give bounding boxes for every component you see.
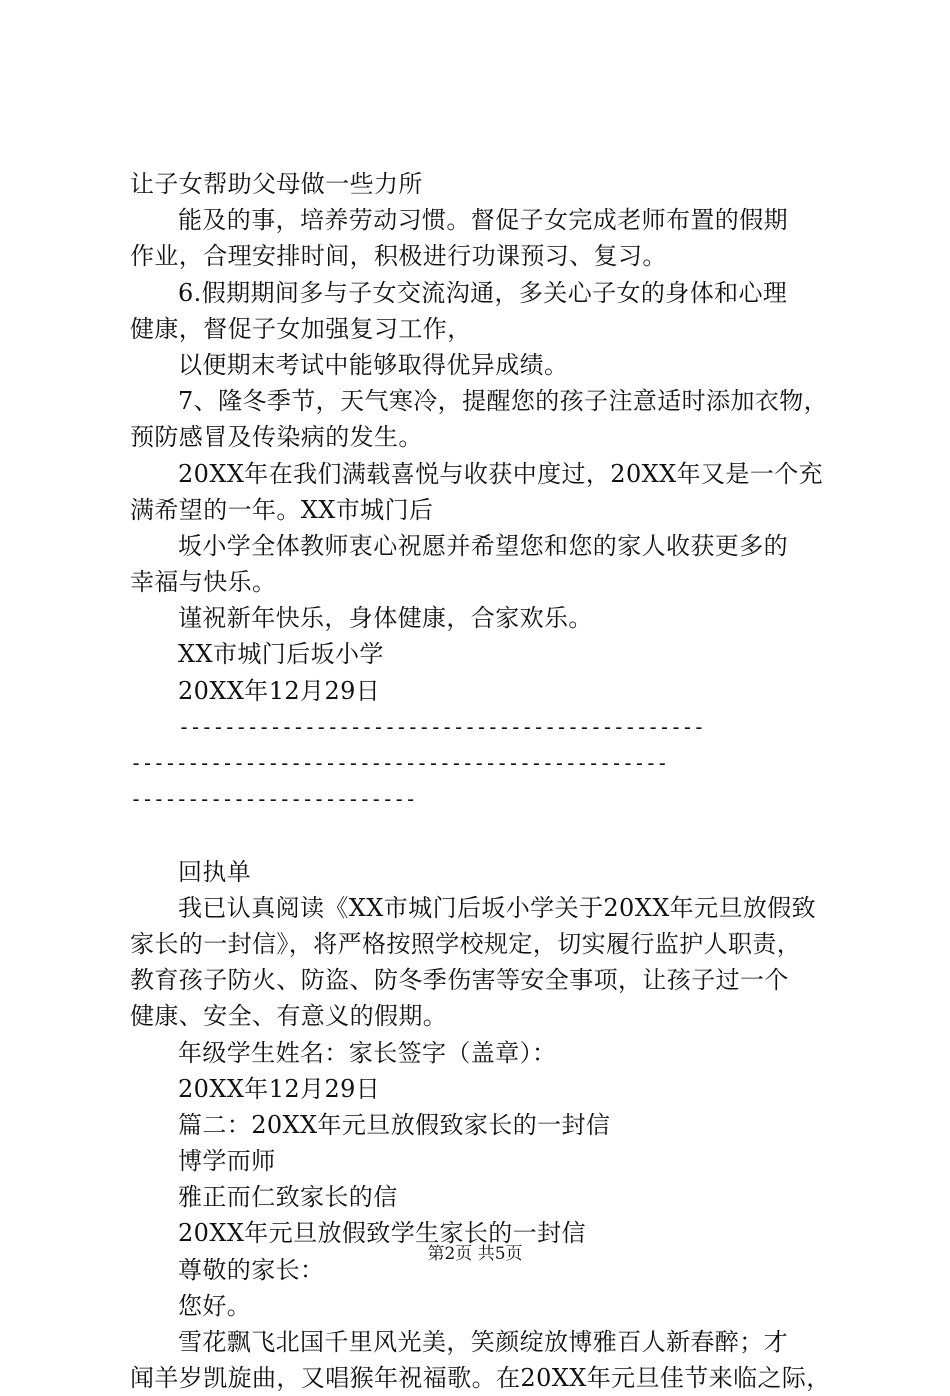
text-line: 雪花飘飞北国千里风光美，笑颜绽放博雅百人新春醉；才 (178, 1328, 788, 1356)
section-heading: 篇二：20XX年元旦放假致家长的一封信 (178, 1110, 611, 1139)
dashed-divider: ----------------------------------------------- (130, 751, 668, 775)
text-line: 能及的事，培养劳动习惯。督促子女完成老师布置的假期 (178, 206, 788, 235)
text-line: 健康、安全、有意义的假期。 (130, 1002, 448, 1031)
text-line: 满希望的一年。XX市城门后 (130, 495, 434, 524)
text-line: 让子女帮助父母做一些力所 (130, 170, 423, 198)
text-line: 教育孩子防火、防盗、防冬季伤害等安全事项，让孩子过一个 (130, 966, 789, 995)
date-line: 20XX年12月29日 (178, 676, 381, 705)
salutation: 尊敬的家长： (178, 1255, 325, 1284)
dashed-divider: ---------------------------------------------- (178, 714, 705, 739)
text-line: 我已认真阅读《XX市城门后坂小学关于20XX年元旦放假致 (178, 893, 817, 922)
text-line: 以便期末考试中能够取得优异成绩。 (178, 350, 569, 379)
text-line: 坂小学全体教师衷心祝愿并希望您和您的家人收获更多的 (178, 531, 788, 560)
text-line: 作业，合理安排时间，积极进行功课预习、复习。 (130, 242, 667, 271)
section-heading: 回执单 (178, 857, 252, 886)
letter-title: 20XX年元旦放假致学生家长的一封信 (178, 1219, 586, 1248)
text-line: 年级学生姓名：家长签字（盖章）： (178, 1038, 557, 1067)
page-number: 第2页 共5页 (427, 1244, 523, 1264)
signature-line: XX市城门后坂小学 (178, 640, 384, 669)
text-line: 闻羊岁凯旋曲，又唱猴年祝福歌。在20XX年元旦佳节来临之际， (130, 1364, 831, 1393)
text-line: 20XX年在我们满载喜悦与收获中度过，20XX年又是一个充 (178, 459, 824, 488)
text-line: 幸福与快乐。 (130, 568, 277, 597)
blank-line (130, 817, 840, 853)
document-body (130, 166, 840, 1396)
text-line: 6.假期期间多与子女交流沟通，多关心子女的身体和心理 (178, 278, 788, 307)
dashed-divider: ------------------------- (130, 787, 417, 812)
text-line: 预防感冒及传染病的发生。 (130, 423, 423, 452)
date-line: 20XX年12月29日 (178, 1074, 381, 1103)
text-line: 健康，督促子女加强复习工作， (130, 314, 472, 343)
greeting: 您好。 (178, 1291, 252, 1320)
text-line: 谨祝新年快乐，身体健康，合家欢乐。 (178, 604, 593, 633)
text-line: 博学而师 (178, 1147, 276, 1176)
text-line: 7、隆冬季节，天气寒冷，提醒您的孩子注意适时添加衣物， (178, 387, 829, 416)
text-line: 雅正而仁致家长的信 (178, 1183, 398, 1212)
text-line: 家长的一封信》，将严格按照学校规定，切实履行监护人职责， (130, 929, 802, 958)
